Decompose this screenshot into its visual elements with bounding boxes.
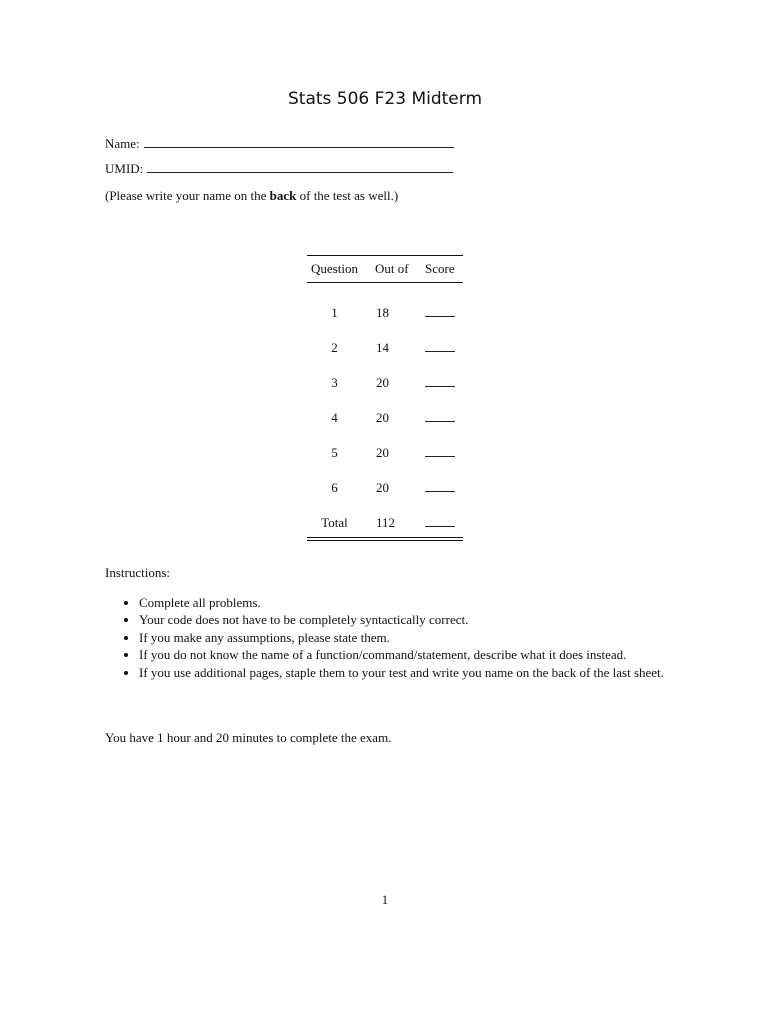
total-label: Total	[321, 514, 348, 530]
score-blank	[425, 374, 455, 387]
table-row	[307, 295, 463, 330]
score-blank	[425, 479, 455, 492]
row-question: 2	[331, 339, 338, 355]
name-blank-line	[144, 136, 454, 148]
total-out-of: 112	[376, 514, 396, 530]
page-number: 1	[381, 892, 389, 907]
list-item: • Your code does not have to be completely syntactically correct.	[139, 611, 675, 629]
name-field-row	[105, 136, 454, 152]
row-question: 6	[331, 479, 338, 495]
row-out-of: 20	[376, 374, 389, 390]
table-bottom-rule	[307, 537, 463, 538]
umid-label: UMID:	[105, 161, 144, 176]
name-label: Name:	[105, 136, 140, 151]
row-out-of: 18	[376, 304, 389, 320]
name-back-note	[105, 188, 398, 204]
row-out-of: 20	[376, 409, 389, 425]
umid-field-row	[105, 161, 453, 177]
row-out-of: 20	[376, 479, 389, 495]
table-row	[307, 470, 463, 505]
score-blank	[425, 339, 455, 352]
row-question: 3	[331, 374, 338, 390]
list-item: • If you make any assumptions, please state them.	[139, 629, 675, 647]
list-item: • Complete all problems.	[139, 594, 675, 612]
table-header-row	[307, 256, 463, 282]
row-question: 1	[331, 304, 338, 320]
score-blank	[425, 304, 455, 317]
table-row	[307, 330, 463, 365]
row-out-of: 20	[376, 444, 389, 460]
note-prefix: (Please write your name on the	[105, 188, 267, 203]
table-total-row	[307, 505, 463, 540]
time-limit-note: You have 1 hour and 20 minutes to complete the exam.	[105, 730, 392, 745]
row-question: 4	[331, 409, 338, 425]
score-blank	[425, 409, 455, 422]
table-row	[307, 435, 463, 470]
table-bottom-rule-2	[307, 540, 463, 541]
header-question: Question	[311, 261, 358, 276]
header-out-of: Out of	[375, 261, 409, 276]
row-question: 5	[331, 444, 338, 460]
instructions-list	[105, 594, 675, 682]
score-blank	[425, 444, 455, 457]
umid-blank-line	[147, 161, 453, 173]
table-row	[307, 400, 463, 435]
list-item: • If you do not know the name of a function/command/statement, describe what it does instead.	[139, 646, 675, 664]
score-blank	[425, 514, 455, 527]
header-score: Score	[425, 261, 455, 276]
instructions-section	[105, 564, 675, 681]
exam-title: Stats 506 F23 Midterm	[287, 89, 483, 109]
note-bold: back	[269, 188, 297, 203]
score-table	[307, 255, 463, 541]
row-out-of: 14	[376, 339, 389, 355]
list-item: • If you use additional pages, staple them to your test and write you name on the back of the last sheet.	[139, 664, 675, 682]
instructions-heading: Instructions:	[105, 565, 170, 580]
note-suffix: of the test as well.)	[299, 188, 399, 203]
table-row	[307, 365, 463, 400]
